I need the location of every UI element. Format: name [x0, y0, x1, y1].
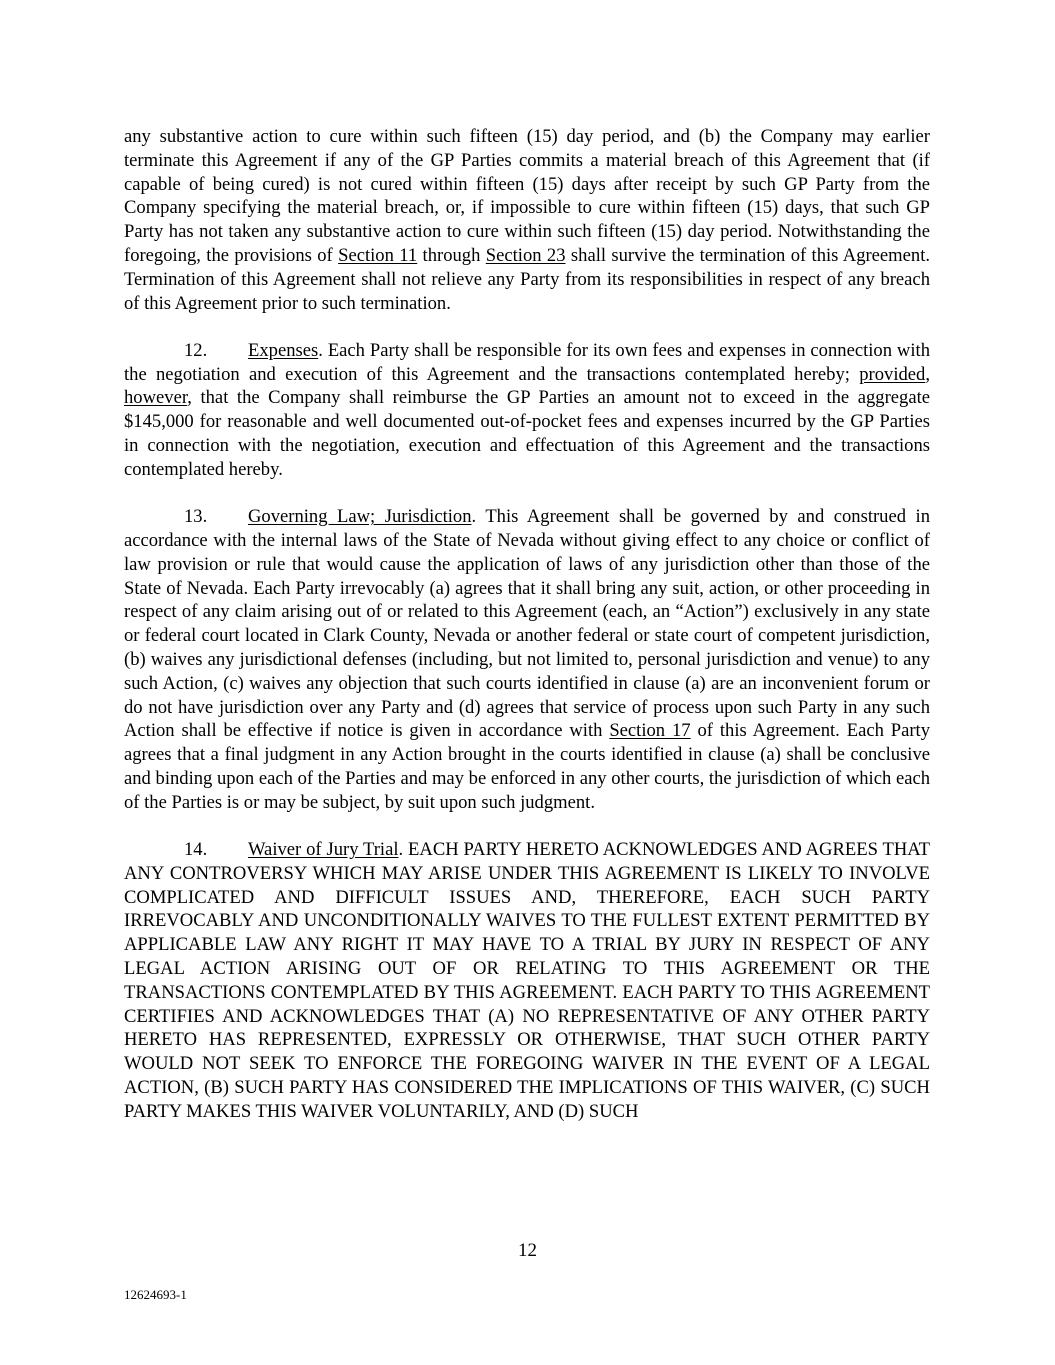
term-provided: provided [859, 363, 926, 385]
section-12 [124, 339, 930, 482]
section-reference: Section 11 [338, 244, 418, 266]
section-heading: Governing Law; Jurisdiction [248, 506, 472, 528]
punctuation: , [925, 363, 930, 385]
paragraph-text: shall survive the termination of this Agreement. Termination of this Agreement shall not relieve any Party from its responsibilities in respect of any breach of this Agreement prior to such termination. [124, 244, 931, 314]
section-heading: Expenses [248, 339, 319, 361]
paragraph-text: any substantive action to cure within such fifteen (15) day period, and (b) the Company may earlier terminate this Agreement if any of the GP Parties commits a material breach of this Agreement that (if capable of being cured) is not cured within fifteen (15) days after receipt by such GP Party from the Company specifying the material breach, or, if impossible to cure within fifteen (15) days, that such GP Party has not taken any substantive action to cure within such fifteen (15) day period. Notwithstanding the foregoing, the provisions of [124, 126, 930, 266]
section-heading: Waiver of Jury Trial [248, 839, 399, 861]
section-reference: Section 23 [485, 244, 566, 266]
section-number: 13. [184, 506, 208, 528]
section-14 [124, 838, 930, 1124]
paragraph-continuation [124, 125, 930, 315]
section-number: 12. [184, 339, 208, 361]
section-13 [124, 505, 930, 814]
paragraph-text: of this Agreement. Each Party agrees that a final judgment in any Action brought in the courts identified in clause (a) shall be conclusive and binding upon each of the Parties and may be enforced in any other courts, the jurisdiction of which each of the Parties is or may be subject, by suit upon such judgment. [124, 720, 931, 813]
paragraph-text: . This Agreement shall be governed by and construed in accordance with the internal laws of the State of Nevada without giving effect to any choice or conflict of law provision or rule that would cause the application of laws of any jurisdiction other than those of the State of Nevada. Each Party irrevocably (a) agrees that it shall bring any suit, action, or other proceeding in respect of any claim arising out of or related to this Agreement (each, an “Action”) exclusively in any state or federal court located in Clark County, Nevada or another federal or state court of competent jurisdiction, (b) waives any jurisdictional defenses (including, but not limited to, personal jurisdiction and venue) to any such Action, (c) waives any objection that such courts identified in clause (a) are an inconvenient forum or do not have jurisdiction over any Party and (d) agrees that service of process upon such Party in any such Action shall be effective if notice is given in accordance with [124, 506, 930, 742]
paragraph-text: . Each Party shall be responsible for its own fees and expenses in connection with the negotiation and execution of this Agreement and the transactions contemplated hereby; [124, 339, 930, 385]
paragraph-text: , that the Company shall reimburse the GP Parties an amount not to exceed in the aggregate $145,000 for reasonable and well documented out-of-pocket fees and expenses incurred by the GP Parties in connection with the negotiation, execution and effectuation of this Agreement and the transactions contemplated hereby. [124, 387, 930, 480]
document-body [124, 125, 930, 1147]
term-however: however [124, 387, 188, 409]
paragraph-text: through [417, 244, 486, 266]
document-id: 12624693-1 [124, 1287, 187, 1302]
section-number: 14. [184, 839, 208, 861]
paragraph-text: . EACH PARTY HERETO ACKNOWLEDGES AND AGREES THAT ANY CONTROVERSY WHICH MAY ARISE UNDER THIS AGREEMENT IS LIKELY TO INVOLVE COMPLICATED AND DIFFICULT ISSUES AND, THEREFORE, EACH SUCH PARTY IRREVOCABLY AND UNCONDITIONALLY WAIVES TO THE FULLEST EXTENT PERMITTED BY APPLICABLE LAW ANY RIGHT IT MAY HAVE TO A TRIAL BY JURY IN RESPECT OF ANY LEGAL ACTION ARISING OUT OF OR RELATING TO THIS AGREEMENT OR THE TRANSACTIONS CONTEMPLATED BY THIS AGREEMENT. EACH PARTY TO THIS AGREEMENT CERTIFIES AND ACKNOWLEDGES THAT (A) NO REPRESENTATIVE OF ANY OTHER PARTY HERETO HAS REPRESENTED, EXPRESSLY OR OTHERWISE, THAT SUCH OTHER PARTY WOULD NOT SEEK TO ENFORCE THE FOREGOING WAIVER IN THE EVENT OF A LEGAL ACTION, (B) SUCH PARTY HAS CONSIDERED THE IMPLICATIONS OF THIS WAIVER, (C) SUCH PARTY MAKES THIS WAIVER VOLUNTARILY, AND (D) SUCH [124, 839, 930, 1122]
page-number: 12 [518, 1240, 537, 1261]
section-reference: Section 17 [609, 720, 691, 742]
